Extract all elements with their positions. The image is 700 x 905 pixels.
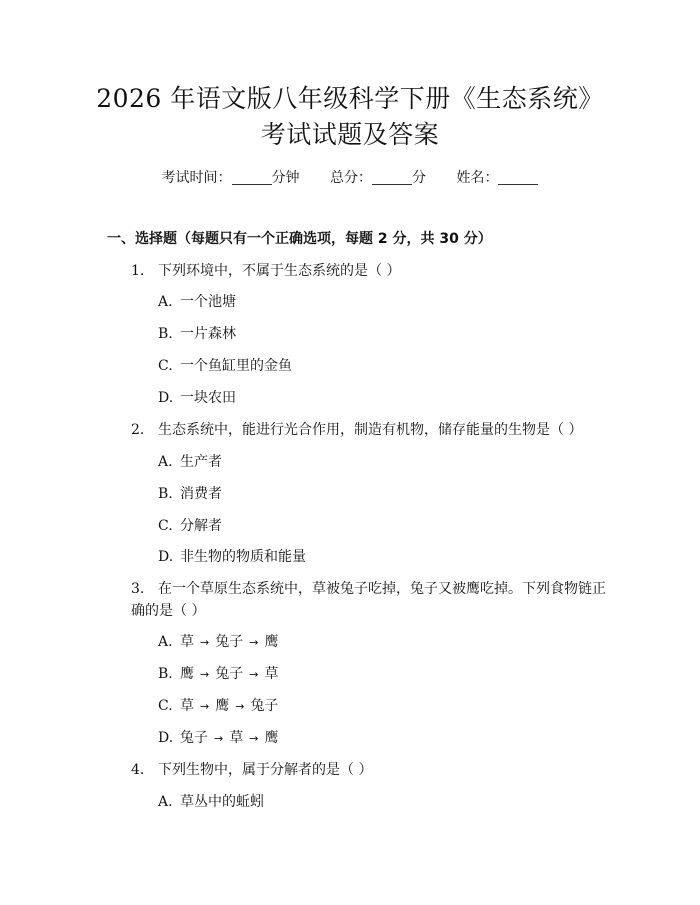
option-letter: C. [158,358,173,374]
question-3-option-d[interactable] [158,728,278,749]
option-letter: B. [158,666,173,682]
question-number: 4. [131,762,145,778]
food-chain-item: 兔子 [250,698,279,714]
question-text: 下列环境中，不属于生态系统的是（ ） [158,263,401,279]
question-2-option-b[interactable] [158,484,222,504]
option-text: 一个池塘 [180,294,236,310]
question-text: 生态系统中，能进行光合作用，制造有机物，储存能量的生物是（ ） [158,422,583,438]
question-text-line-2: 确的是（ ） [131,603,206,619]
option-letter: A. [158,794,173,810]
arrow-right-icon: → [200,700,210,713]
exam-title-line-2: 考试试题及答案 [260,120,440,149]
question-number: 1. [131,263,145,279]
total-score-unit: 分 [412,170,426,186]
question-text: 下列生物中，属于分解者的是（ ） [158,762,373,778]
question-4 [131,760,372,780]
question-number: 2. [131,422,145,438]
question-1-option-a[interactable] [158,292,236,312]
question-3-continued [131,601,205,621]
question-2-option-c[interactable] [158,516,222,536]
food-chain-item: 草 [180,634,194,650]
option-text: 分解者 [180,518,222,534]
student-name-blank[interactable] [498,170,538,185]
option-letter: A. [158,454,173,470]
exam-time-field [162,168,300,188]
question-1-option-c[interactable] [158,356,292,376]
exam-time-blank[interactable] [232,170,272,185]
exam-meta-row [0,168,700,188]
option-text: 一块农田 [180,390,236,406]
food-chain-item: 鹰 [264,634,279,650]
option-letter: B. [158,326,173,342]
question-2-option-d[interactable] [158,547,306,567]
food-chain-item: 兔子 [180,730,208,746]
total-score-label: 总分： [330,170,372,186]
option-letter: D. [158,549,174,565]
exam-time-unit: 分钟 [271,170,300,186]
food-chain-item: 鹰 [264,730,279,746]
exam-title-line-1: 2026 年语文版八年级科学下册《生态系统》 [96,84,604,113]
option-text: 一片森林 [180,326,236,342]
arrow-right-icon: → [214,732,224,745]
arrow-right-icon: → [200,668,210,681]
exam-time-label: 考试时间： [161,170,232,186]
option-text: 生产者 [180,454,222,470]
food-chain-item: 草 [180,698,194,714]
question-3-option-a[interactable] [158,632,278,653]
option-letter: C. [158,518,173,534]
section-1-heading: 一、选择题（每题只有一个正确选项，每题 2 分，共 30 分） [107,231,492,247]
option-text: 非生物的物质和能量 [180,549,306,565]
question-3-option-b[interactable] [158,664,278,685]
question-1-option-b[interactable] [158,324,236,344]
question-3-option-c[interactable] [158,696,278,717]
option-letter: A. [158,634,173,650]
food-chain-item: 鹰 [215,698,230,714]
question-3 [131,579,606,599]
food-chain-item: 兔子 [215,666,244,682]
question-4-option-a[interactable] [158,792,264,812]
option-text: 消费者 [180,486,222,502]
question-number: 3. [131,581,145,597]
arrow-right-icon: → [235,700,245,713]
arrow-right-icon: → [249,636,259,649]
option-letter: B. [158,486,173,502]
option-letter: D. [158,390,174,406]
question-1 [131,261,400,281]
food-chain-item: 草 [229,730,244,746]
option-letter: D. [158,730,174,746]
food-chain-item: 兔子 [215,634,244,650]
student-name-label: 姓名： [456,170,499,186]
option-text: 草丛中的蚯蚓 [180,794,264,810]
question-text-line-1: 在一个草原生态系统中，草被兔子吃掉，兔子又被鹰吃掉。下列食物链正 [158,581,606,597]
arrow-right-icon: → [249,732,259,745]
option-letter: C. [158,698,173,714]
total-score-field [330,168,426,188]
option-text: 一个鱼缸里的金鱼 [180,358,292,374]
arrow-right-icon: → [249,668,259,681]
question-1-option-d[interactable] [158,388,236,408]
food-chain-item: 草 [264,666,279,682]
total-score-blank[interactable] [372,170,412,185]
question-2 [131,420,582,440]
food-chain-item: 鹰 [180,666,194,682]
question-2-option-a[interactable] [158,452,222,472]
option-letter: A. [158,294,173,310]
arrow-right-icon: → [200,636,210,649]
student-name-field [456,168,538,188]
